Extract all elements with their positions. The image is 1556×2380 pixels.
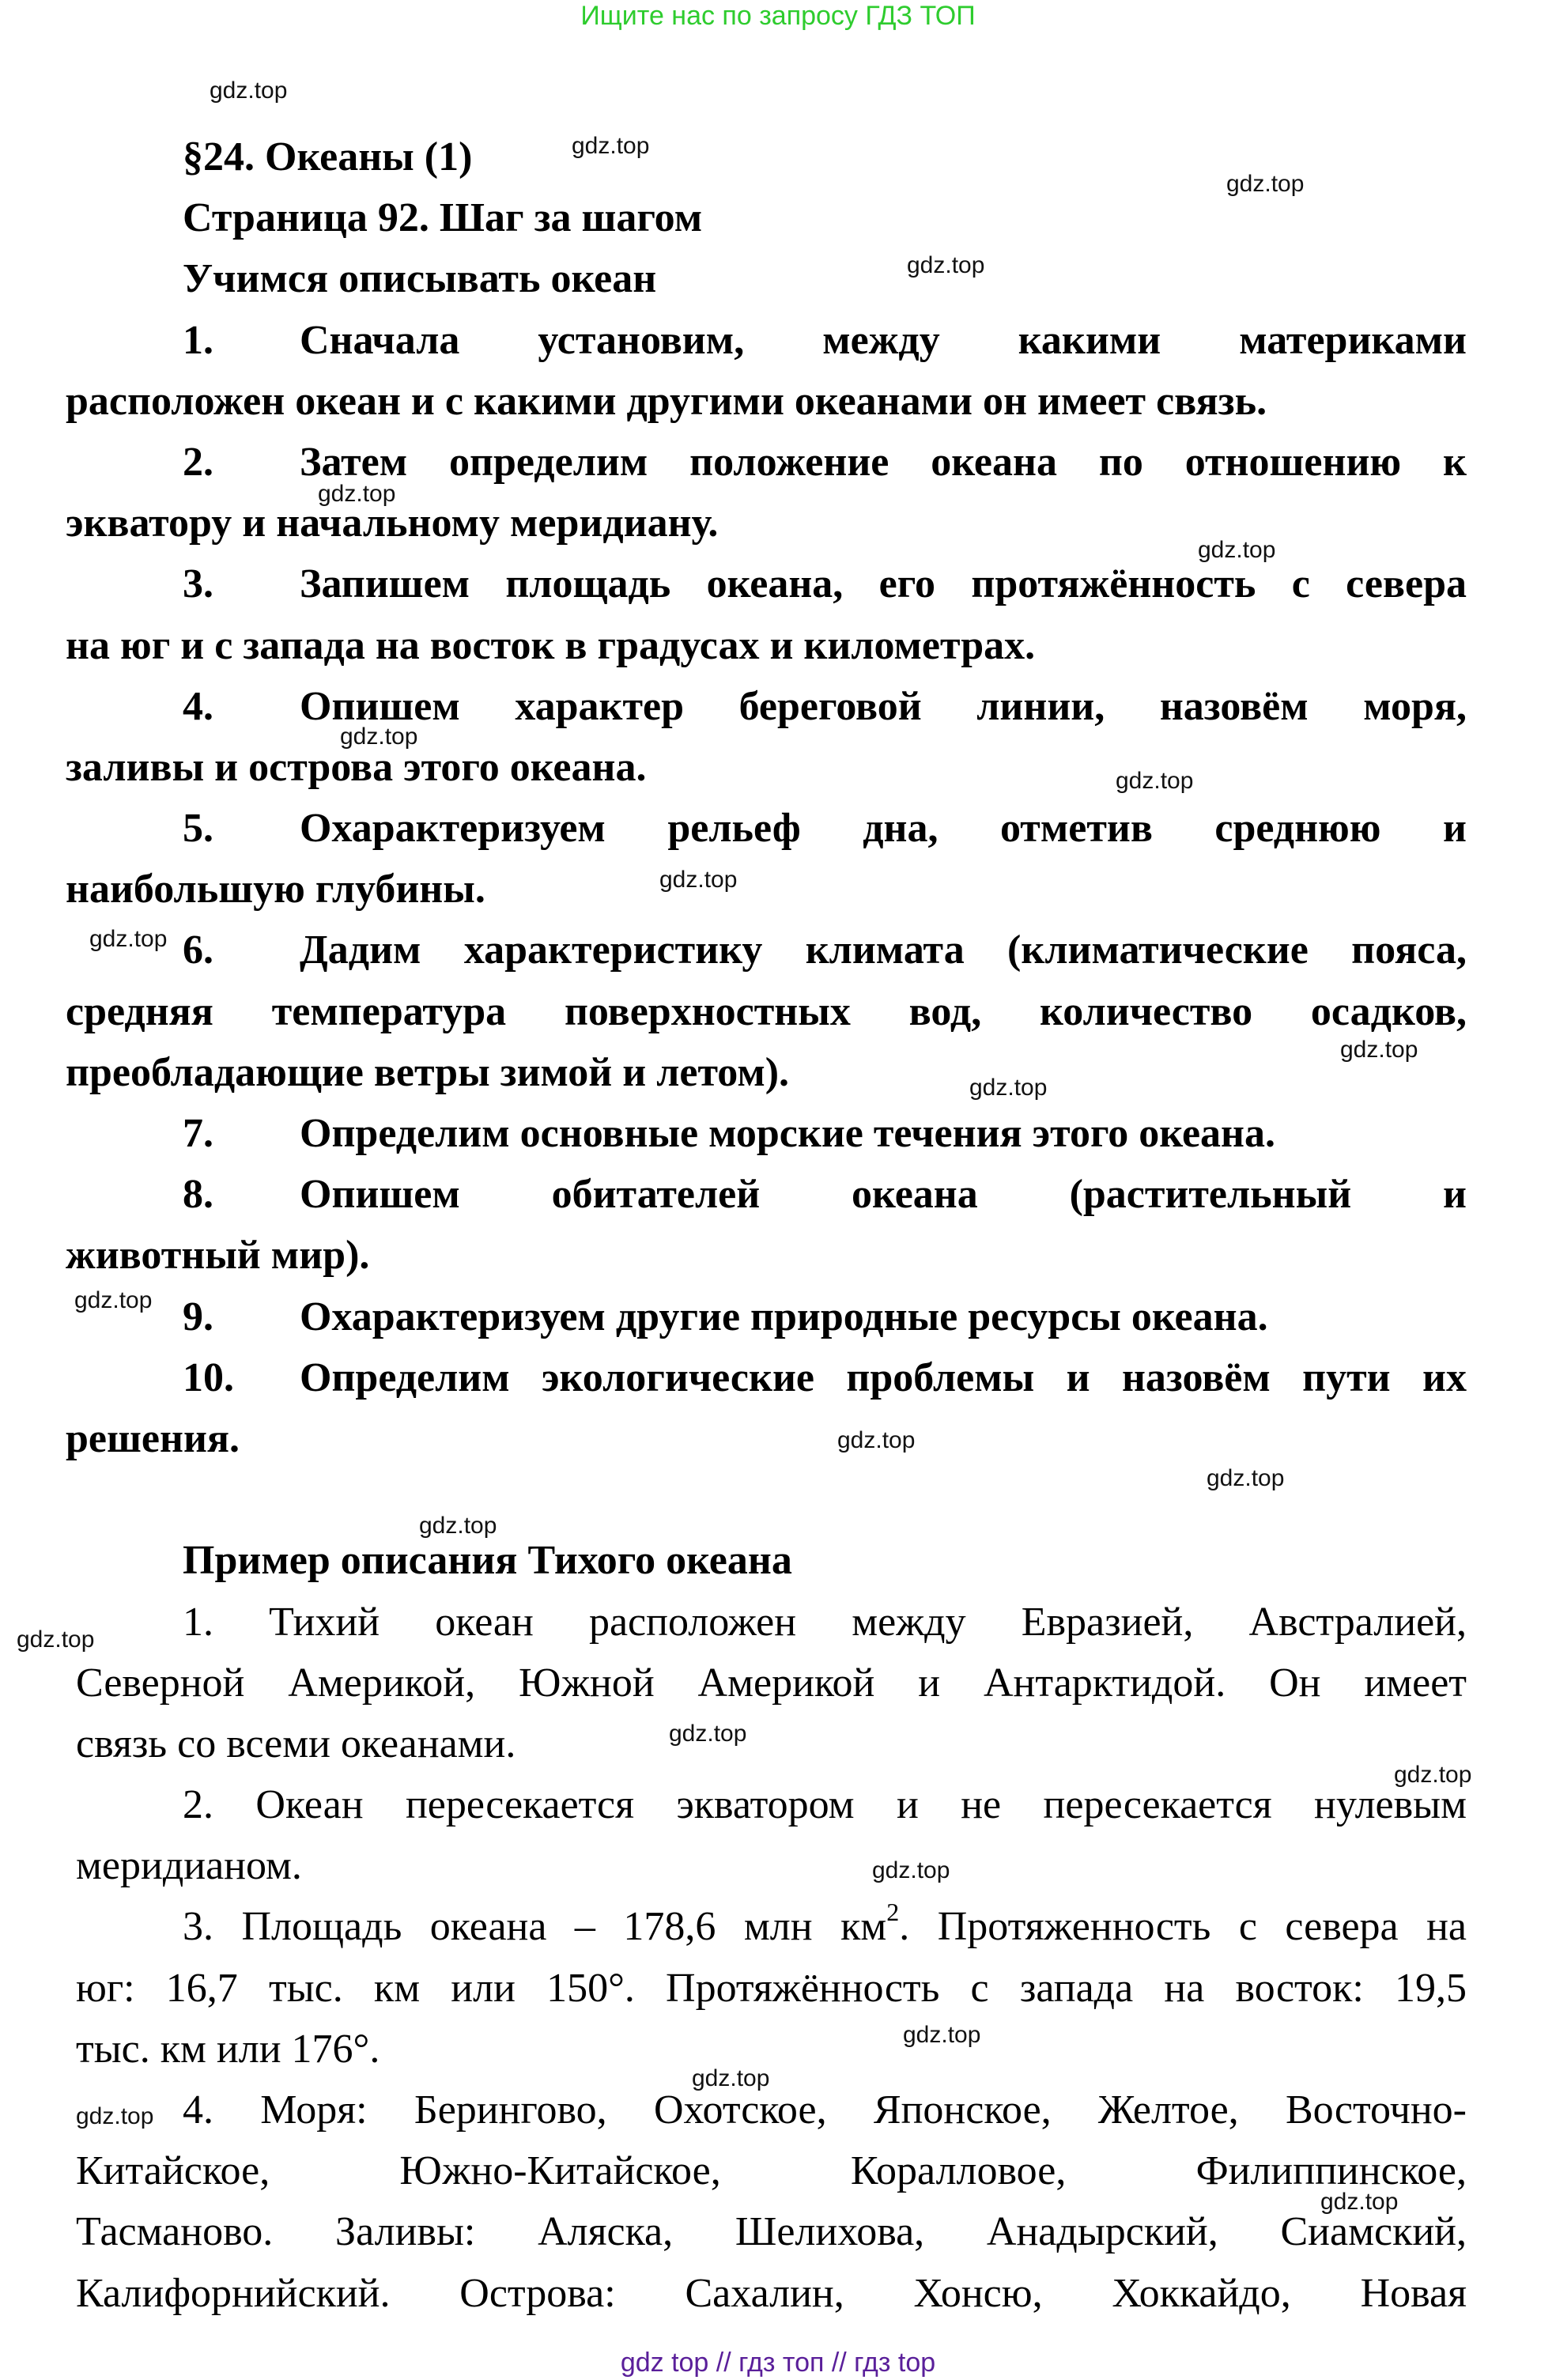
step-line — [183, 310, 1467, 371]
watermark: gdz.top — [89, 926, 168, 952]
blank-line — [0, 1469, 1556, 1530]
subsection-title: Учимся описывать океан — [183, 256, 657, 302]
paragraph-line: Тасманово. Заливы: Аляска, Шелихова, Анадырский, Сиамский, — [76, 2209, 1467, 2255]
step-line — [183, 1103, 1467, 1164]
search-banner: Ищите нас по запросу ГДЗ ТОП — [580, 1, 976, 31]
watermark: gdz.top — [17, 1626, 95, 1653]
paragraph-line: юг: 16,7 тыс. км или 150°. Протяжённость с запада на восток: 19,5 — [76, 1965, 1467, 2011]
step-text: экватору и начальному меридиану. — [66, 501, 719, 546]
footer-watermark: gdz top // гдз топ // гдз top — [620, 2348, 936, 2378]
step-text: животный мир). — [66, 1233, 370, 1279]
step-number: 3. — [183, 561, 213, 607]
watermark: gdz.top — [1394, 1762, 1472, 1788]
step-number: 10. — [183, 1354, 234, 1400]
paragraph-line: 2. Океан пересекается экватором и не пересекается нулевым — [183, 1782, 1467, 1828]
watermark: gdz.top — [872, 1857, 950, 1883]
step-line — [183, 1164, 1467, 1225]
watermark: gdz.top — [340, 723, 418, 750]
paragraph-line: Северной Америкой, Южной Америкой и Антарктидой. Он имеет — [76, 1660, 1467, 1706]
step-number: 5. — [183, 806, 213, 852]
step-number: 7. — [183, 1111, 213, 1156]
step-line — [183, 798, 1467, 859]
example-title: Пример описания Тихого океана — [183, 1538, 792, 1584]
watermark: gdz.top — [669, 1721, 747, 1747]
step-number: 4. — [183, 683, 213, 729]
step-number: 8. — [183, 1172, 213, 1218]
page-subtitle: Страница 92. Шаг за шагом — [183, 195, 703, 241]
line-segment: 3. Площадь океана – 178,6 млн км — [183, 1904, 887, 1950]
watermark: gdz.top — [210, 77, 288, 104]
step-text: Запишем площадь океана, его протяжённость с севера — [300, 561, 1467, 607]
step-text: Сначала установим, между какими материками — [300, 317, 1467, 363]
step-line — [183, 1347, 1467, 1408]
watermark: gdz.top — [692, 2065, 770, 2091]
watermark: gdz.top — [837, 1427, 916, 1453]
step-text: Охарактеризуем рельеф дна, отметив среднюю и — [300, 806, 1467, 852]
step-text: преобладающие ветры зимой и летом). — [66, 1049, 790, 1095]
step-number: 6. — [183, 927, 213, 973]
paragraph-line: связь со всеми океанами. — [76, 1721, 516, 1766]
step-text: заливы и острова этого океана. — [66, 744, 647, 790]
step-text: Определим экологические проблемы и назовём пути их — [300, 1354, 1467, 1400]
watermark: gdz.top — [1340, 1037, 1418, 1063]
step-text: наибольшую глубины. — [66, 867, 485, 912]
step-text: Определим основные морские течения этого океана. — [300, 1111, 1276, 1156]
watermark: gdz.top — [419, 1513, 497, 1539]
paragraph-line: меридианом. — [76, 1843, 302, 1889]
step-text: Опишем характер береговой линии, назовём моря, — [300, 683, 1467, 729]
step-number: 2. — [183, 439, 213, 485]
watermark: gdz.top — [903, 2022, 981, 2048]
step-text: Опишем обитателей океана (растительный и — [300, 1172, 1467, 1218]
paragraph-line-text — [183, 1898, 1467, 1950]
watermark: gdz.top — [318, 481, 396, 507]
step-line — [183, 920, 1467, 980]
paragraph-line: 1. Тихий океан расположен между Евразией, Австралией, — [183, 1599, 1467, 1645]
watermark: gdz.top — [1226, 171, 1305, 197]
step-line — [183, 1286, 1467, 1347]
step-text: средняя температура поверхностных вод, количество осадков, — [66, 988, 1467, 1034]
watermark: gdz.top — [1320, 2189, 1399, 2215]
step-number: 1. — [183, 317, 213, 363]
watermark: gdz.top — [907, 252, 985, 278]
line-segment: . Протяженность с севера на — [899, 1904, 1467, 1950]
paragraph-line: Китайское, Южно-Китайское, Коралловое, Филиппинское, — [76, 2148, 1467, 2194]
step-number: 9. — [183, 1294, 213, 1339]
paragraph-line: 4. Моря: Берингово, Охотское, Японское, Желтое, Восточно- — [183, 2087, 1467, 2133]
paragraph-line — [183, 1896, 1467, 1957]
watermark: gdz.top — [1198, 537, 1276, 563]
document-body — [0, 127, 1556, 2324]
superscript: 2 — [886, 1898, 900, 1927]
watermark: gdz.top — [659, 867, 738, 893]
watermark: gdz.top — [969, 1075, 1048, 1101]
watermark: gdz.top — [76, 2103, 154, 2129]
step-text: Затем определим положение океана по отношению к — [300, 439, 1467, 485]
section-title: §24. Океаны (1) — [183, 134, 473, 179]
paragraph-line: Калифорнийский. Острова: Сахалин, Хонсю, Хоккайдо, Новая — [76, 2270, 1467, 2316]
watermark: gdz.top — [74, 1287, 153, 1313]
step-text: Охарактеризуем другие природные ресурсы океана. — [300, 1294, 1268, 1339]
watermark: gdz.top — [572, 133, 650, 159]
step-text: Дадим характеристику климата (климатические пояса, — [300, 927, 1467, 973]
step-text: решения. — [66, 1415, 240, 1461]
watermark: gdz.top — [1116, 768, 1194, 794]
step-text: расположен океан и с какими другими океанами он имеет связь. — [66, 378, 1267, 424]
watermark: gdz.top — [1207, 1465, 1285, 1491]
step-text: на юг и с запада на восток в градусах и километрах. — [66, 622, 1036, 668]
paragraph-line: тыс. км или 176°. — [76, 2026, 380, 2072]
